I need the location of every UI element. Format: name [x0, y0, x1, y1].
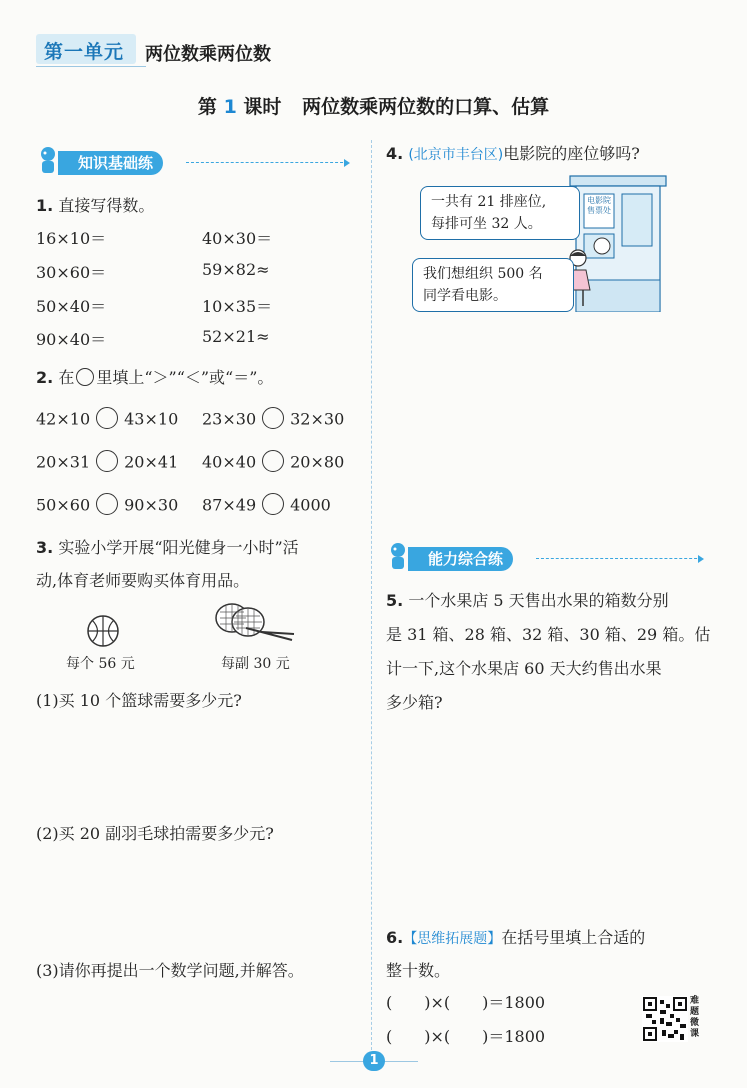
q1-item: 40×30＝ [202, 229, 273, 248]
qr-label: 难题微课 [690, 996, 700, 1039]
q1-item: 90×40＝ [36, 330, 107, 349]
basketball-icon [86, 614, 120, 648]
racket-price: 每副 30 元 [221, 656, 290, 672]
question-5-line2: 是 31 箱、28 箱、32 箱、30 箱、29 箱。估 [386, 625, 711, 644]
answer-circle[interactable] [262, 407, 284, 429]
q1-item: 10×35＝ [202, 297, 273, 316]
header-underline [36, 66, 146, 67]
question-2: 2. 在 里填上“＞”“＜”或“＝”。 [36, 368, 274, 387]
q2-compare: 87×49 4000 [202, 495, 331, 517]
question-5: 5. 一个水果店 5 天售出水果的箱数分别 [386, 591, 669, 610]
q2-compare: 50×60 90×30 [36, 495, 178, 517]
section-title-basic: 知识基础练 [58, 151, 163, 175]
section-banner-basic [36, 151, 354, 177]
question-tag: 【思维拓展题】 [403, 931, 502, 947]
banner-arrow [536, 558, 702, 559]
section-banner-ability [386, 547, 708, 573]
page-number-area [330, 1051, 418, 1071]
compare-circle-icon [76, 368, 94, 386]
question-1: 1. 直接写得数。 [36, 196, 155, 215]
question-5-line4: 多少箱? [386, 693, 443, 712]
question-3-line2: 动,体育老师要购买体育用品。 [36, 571, 250, 590]
question-3: 3. 实验小学开展“阳光健身一小时”活 [36, 538, 299, 557]
question-6-line2: 整十数。 [386, 961, 451, 980]
q1-item: 59×82≈ [202, 260, 270, 279]
question-source: (北京市丰台区) [408, 147, 504, 163]
answer-circle[interactable] [96, 450, 118, 472]
q6-equation: ( )×( )＝1800 [386, 993, 546, 1012]
cinema-illustration [412, 172, 676, 312]
lesson-prefix: 第 [197, 96, 217, 118]
basketball-price: 每个 56 元 [66, 656, 135, 672]
answer-circle[interactable] [262, 493, 284, 515]
unit-title: 两位数乘两位数 [145, 44, 271, 65]
question-6: 6.【思维拓展题】在括号里填上合适的 [386, 928, 646, 947]
column-divider [371, 140, 372, 1060]
lesson-title [0, 92, 747, 119]
lesson-number: 1 [223, 96, 237, 118]
q2-compare: 20×31 20×41 [36, 452, 178, 474]
q1-item: 52×21≈ [202, 327, 270, 346]
booth-sign: 电影院售票处 [587, 196, 611, 215]
qr-code-icon[interactable] [642, 996, 688, 1042]
lesson-name: 两位数乘两位数的口算、估算 [302, 96, 550, 118]
q1-item: 30×60＝ [36, 263, 107, 282]
section-title-ability: 能力综合练 [408, 547, 513, 571]
q1-item: 50×40＝ [36, 297, 107, 316]
q3-sub-3: (3)请你再提出一个数学问题,并解答。 [36, 961, 304, 980]
page-number: 1 [363, 1051, 385, 1071]
q6-equation: ( )×( )＝1800 [386, 1027, 546, 1046]
unit-tag: 第一单元 [44, 41, 125, 63]
q1-item: 16×10＝ [36, 229, 107, 248]
badminton-racket-icon [212, 598, 296, 648]
q3-sub-2: (2)买 20 副羽毛球拍需要多少元? [36, 824, 274, 843]
q2-compare: 42×10 43×10 [36, 409, 178, 431]
speech-bubble-students: 我们想组织 500 名 同学看电影。 [412, 258, 574, 312]
q2-compare: 40×40 20×80 [202, 452, 344, 474]
question-4: 4. (北京市丰台区)电影院的座位够吗? [386, 144, 640, 163]
banner-arrow [186, 162, 348, 163]
lesson-suffix: 课时 [243, 96, 282, 118]
q3-sub-1: (1)买 10 个篮球需要多少元? [36, 691, 242, 710]
q2-compare: 23×30 32×30 [202, 409, 344, 431]
answer-circle[interactable] [96, 493, 118, 515]
speech-bubble-seats: 一共有 21 排座位, 每排可坐 32 人。 [420, 186, 580, 240]
answer-circle[interactable] [262, 450, 284, 472]
question-5-line3: 计一下,这个水果店 60 天大约售出水果 [386, 659, 662, 678]
answer-circle[interactable] [96, 407, 118, 429]
